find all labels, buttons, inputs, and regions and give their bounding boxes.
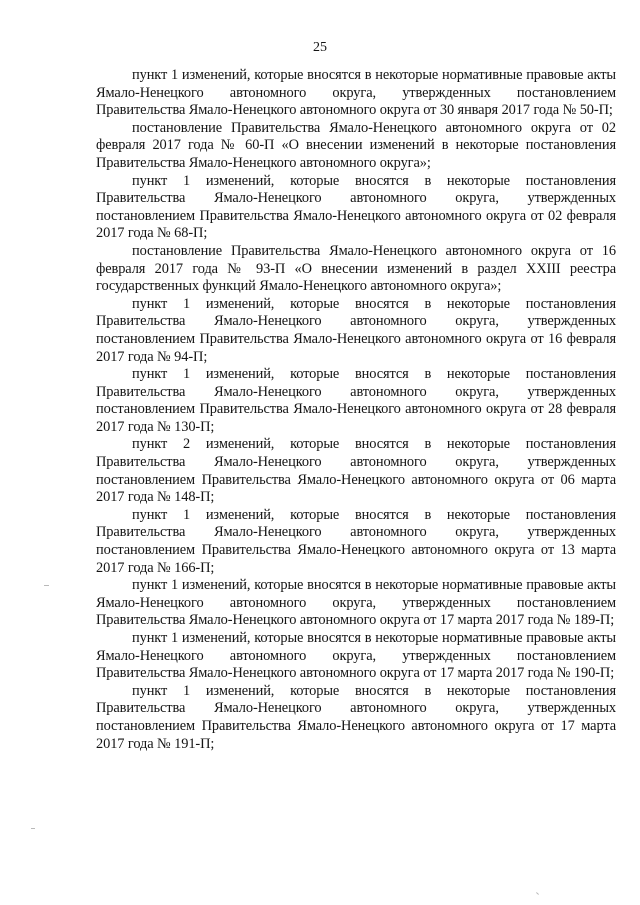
- paragraph: пункт 1 изменений, которые вносятся в некоторые постановления Правительства Ямало-Ненецкого автономного округа, утвержденных постановлением Правительства Ямало-Ненецкого автономного округа от 17 марта 2017 года № 191-П;: [96, 682, 616, 752]
- paragraph: пункт 1 изменений, которые вносятся в некоторые постановления Правительства Ямало-Ненецкого автономного округа, утвержденных постановлением Правительства Ямало-Ненецкого автономного округа от 28 февраля 2017 года № 130-П;: [96, 366, 616, 435]
- scan-artifact: [44, 585, 49, 586]
- paragraph: постановление Правительства Ямало-Ненецкого автономного округа от 16 февраля 2017 года № 93-П «О внесении изменений в раздел XXIII реестра государственных функций Ямало-Ненецкого автономного округа»;: [96, 242, 616, 295]
- scan-artifact: [536, 892, 539, 895]
- paragraph: пункт 1 изменений, которые вносятся в некоторые постановления Правительства Ямало-Ненецкого автономного округа, утвержденных постановлением Правительства Ямало-Ненецкого автономного округа от 13 марта 2017 года № 166-П;: [96, 506, 616, 576]
- paragraph: пункт 1 изменений, которые вносятся в некоторые нормативные правовые акты Ямало-Ненецкого автономного округа, утвержденных постановлением Правительства Ямало-Ненецкого автономного округа от 17 марта 2017 года № 190-П;: [96, 630, 616, 682]
- paragraph: пункт 1 изменений, которые вносятся в некоторые нормативные правовые акты Ямало-Ненецкого автономного округа, утвержденных постановлением Правительства Ямало-Ненецкого автономного округа от 30 января 2017 года № 50-П;: [96, 67, 616, 119]
- paragraph: пункт 1 изменений, которые вносятся в некоторые постановления Правительства Ямало-Ненецкого автономного округа, утвержденных постановлением Правительства Ямало-Ненецкого автономного округа от 02 февраля 2017 года № 68-П;: [96, 172, 616, 242]
- paragraph: пункт 1 изменений, которые вносятся в некоторые постановления Правительства Ямало-Ненецкого автономного округа, утвержденных постановлением Правительства Ямало-Ненецкого автономного округа от 16 февраля 2017 года № 94-П;: [96, 295, 616, 365]
- document-body: [96, 67, 616, 753]
- scan-artifact: [31, 828, 35, 829]
- paragraph: пункт 2 изменений, которые вносятся в некоторые постановления Правительства Ямало-Ненецкого автономного округа, утвержденных постановлением Правительства Ямало-Ненецкого автономного округа от 06 марта 2017 года № 148-П;: [96, 436, 616, 506]
- page-number: 25: [313, 40, 327, 55]
- paragraph: постановление Правительства Ямало-Ненецкого автономного округа от 02 февраля 2017 года № 60-П «О внесении изменений в некоторые постановления Правительства Ямало-Ненецкого автономного округа»;: [96, 119, 616, 171]
- paragraph: пункт 1 изменений, которые вносятся в некоторые нормативные правовые акты Ямало-Ненецкого автономного округа, утвержденных постановлением Правительства Ямало-Ненецкого автономного округа от 17 марта 2017 года № 189-П;: [96, 577, 616, 629]
